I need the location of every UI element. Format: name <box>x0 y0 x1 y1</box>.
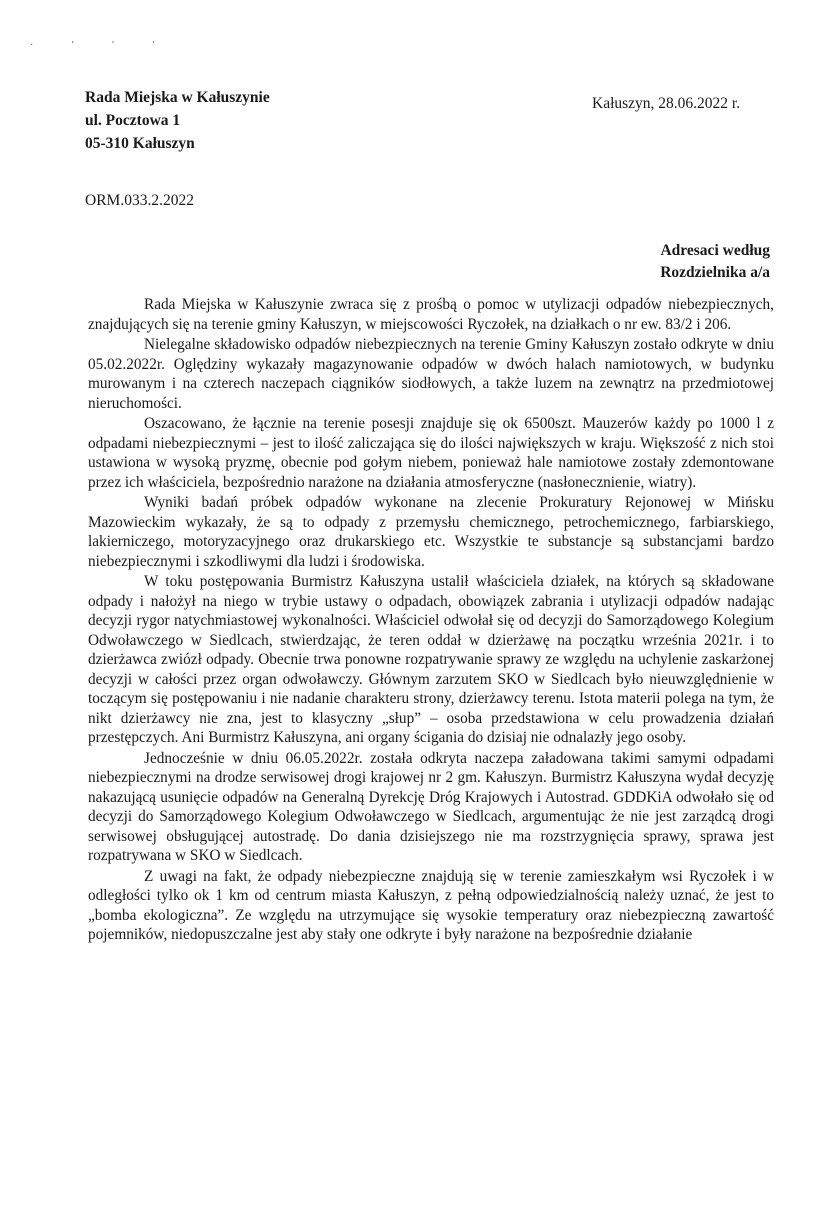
body-paragraph: W toku postępowania Burmistrz Kałuszyna ustalił właściciela działek, na których są składowane odpady i nałożył na niego w trybie ustawy o odpadach, obowiązek zabrania i utylizacji odpadów nadając decyzji rygor natychmiastowej wykonalności. Właściciel odwołał się od decyzji do Samorządowego Kolegium Odwoławczego w Siedlcach, stwierdzając, że teren oddał w dzierżawę na początku września 2021r. i to dzierżawca zwiózł odpady. Obecnie trwa ponowne rozpatrywanie sprawy ze względu na uchylenie zaskarżonej decyzji w całości przez organ odwoławczy. Głównym zarzutem SKO w Siedlcach było nieuwzględnienie w toczącym się postępowaniu i nie nadanie charakteru strony, dzierżawcy terenu. Istota materii polega na tym, że nikt dzierżawcy nie zna, jest to klasyczny „słup” – osoba przedstawiona w celu prowadzenia działań przestępczych. Ani Burmistrz Kałuszyna, ani organy ścigania do dzisiaj nie odnalazły jego osoby. <box>88 573 774 746</box>
addressee-line-1: Adresaci według <box>660 242 770 259</box>
addressee-line-2: Rozdzielnika a/a <box>660 264 770 281</box>
sender-name: Rada Miejska w Kałuszynie <box>85 89 270 106</box>
body-paragraph: Nielegalne składowisko odpadów niebezpiecznych na terenie Gminy Kałuszyn zostało odkryte w dniu 05.02.2022r. Oględziny wykazały magazynowanie odpadów w dwóch halach namiotowych, w budynku murowanym i na czterech naczepach ciągników siodłowych, a także luzem na zewnątrz na przedmiotowej nieruchomości. <box>88 336 774 412</box>
reference-number: ORM.033.2.2022 <box>85 192 194 209</box>
letter-date: Kałuszyn, 28.06.2022 r. <box>592 95 741 112</box>
body-paragraph: Oszacowano, że łącznie na terenie posesji znajduje się ok 6500szt. Mauzerów każdy po 1000 l z odpadami niebezpiecznymi – jest to ilość zaliczająca się do ilości największych w kraju. Większość z nich stoi ustawiona w wysoką pryzmę, obecnie pod gołym niebem, ponieważ hale namiotowe zostały zdemontowane przez ich właściciela, bezpośrednio narażone na działania atmosferyczne (nasłonecznienie, wiatry). <box>88 415 774 491</box>
body-paragraph: Wyniki badań próbek odpadów wykonane na zlecenie Prokuratury Rejonowej w Mińsku Mazowieckim wykazały, że są to odpady z przemysłu chemicznego, petrochemicznego, farbiarskiego, lakierniczego, motoryzacyjnego oraz drukarskiego etc. Wszystkie te substancje są substancjami bardzo niebezpiecznymi i szkodliwymi dla ludzi i środowiska. <box>88 494 774 570</box>
sender-block <box>85 86 270 155</box>
body-paragraph: Rada Miejska w Kałuszynie zwraca się z prośbą o pomoc w utylizacji odpadów niebezpiecznych, znajdujących się na terenie gminy Kałuszyn, w miejscowości Ryczołek, na działkach o nr ew. 83/2 i 206. <box>88 296 774 333</box>
letter-body <box>88 295 774 946</box>
sender-street: ul. Pocztowa 1 <box>85 112 181 129</box>
addressee-block <box>560 240 770 284</box>
scan-specks: · ' ' ' <box>30 40 173 51</box>
body-paragraph: Z uwagi na fakt, że odpady niebezpieczne znajdują się w terenie zamieszkałym wsi Ryczołek i w odległości tylko ok 1 km od centrum miasta Kałuszyn, z pełną odpowiedzialnością należy uznać, że jest to „bomba ekologiczna”. Ze względu na utrzymujące się wysokie temperatury oraz niebezpieczną zawartość pojemników, niedopuszczalne jest aby stały one odkryte i były narażone na bezpośrednie działanie <box>88 867 774 943</box>
body-paragraph: Jednocześnie w dniu 06.05.2022r. została odkryta naczepa załadowana takimi samymi odpadami niebezpiecznymi na drodze serwisowej drogi krajowej nr 2 gm. Kałuszyn. Burmistrz Kałuszyna wydał decyzję nakazującą usunięcie odpadów na Generalną Dyrekcję Dróg Krajowych i Autostrad. GDDKiA odwołało się od decyzji do Samorządowego Kolegium Odwoławczego w Siedlcach, argumentując że nie jest zarządcą drogi serwisowej obsługującej autostradę. Do dania dzisiejszego nie ma rozstrzygnięcia sprawy, sprawa jest rozpatrywana w SKO w Siedlcach. <box>88 749 774 864</box>
sender-city: 05-310 Kałuszyn <box>85 135 195 152</box>
